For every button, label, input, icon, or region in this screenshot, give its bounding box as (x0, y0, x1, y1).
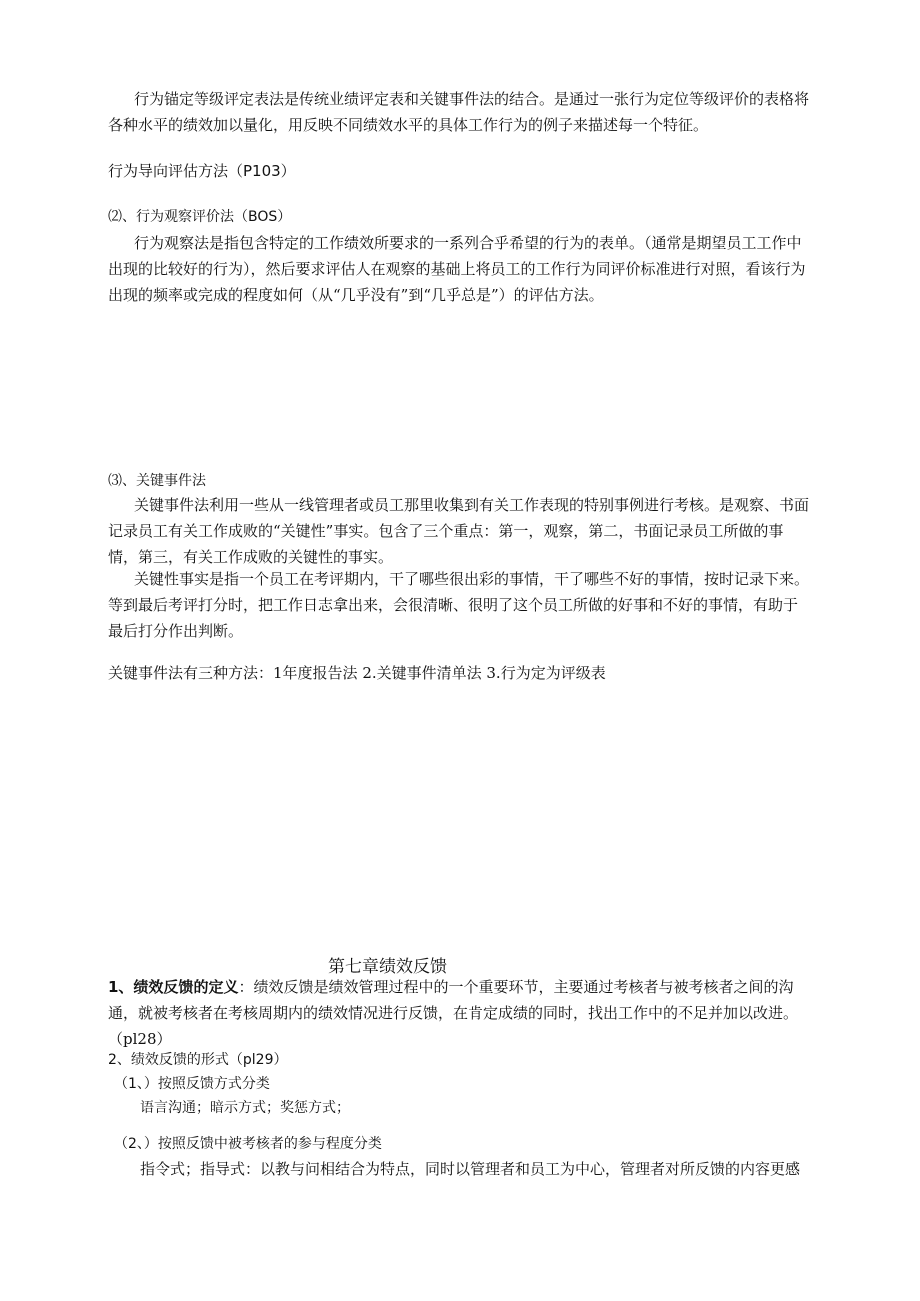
form1-items: 语言沟通；暗示方式；奖惩方式； (140, 1100, 350, 1116)
feedback-definition (108, 974, 812, 1052)
bars-paragraph: 行为锚定等级评定表法是传统业绩评定表和关键事件法的结合。是通过一张行为定位等级评价的表格将各种水平的绩效加以量化，用反映不同绩效水平的具体工作行为的例子来描述每一个特征。 (108, 90, 810, 134)
behavior-oriented-heading: 行为导向评估方法（P103） (108, 162, 296, 180)
bos-paragraph: 行为观察法是指包含特定的工作绩效所要求的一系列合乎希望的行为的表单。（通常是期望员工工作中出现的比较好的行为），然后要求评估人在观察的基础上将员工的工作行为同评价标准进行对照，看该行为出现的频率或完成的程度如何（从“几乎没有”到“几乎总是”）的评估方法。 (108, 234, 806, 304)
critical-incident-heading: ⑶、关键事件法 (108, 473, 206, 489)
critical-incident-paragraph-2: 关键性事实是指一个员工在考评期内，干了哪些很出彩的事情，干了哪些不好的事情，按时记录下来。等到最后考评打分时，把工作日志拿出来，会很清晰、很明了这个员工所做的好事和不好的事情，有助于最后打分作出判断。 (108, 570, 810, 640)
critical-incident-paragraph-1: 关键事件法利用一些从一线管理者或员工那里收集到有关工作表现的特别事例进行考核。是观察、书面记录员工有关工作成败的“关键性”事实。包含了三个重点：第一，观察，第二，书面记录员工所做的事情，第三，有关工作成败的关键性的事实。 (108, 496, 810, 566)
bos-heading: ⑵、行为观察评价法（BOS） (108, 209, 292, 225)
feedback-definition-text: ：绩效反馈是绩效管理过程中的一个重要环节，主要通过考核者与被考核者之间的沟通，就被考核者在考核周期内的绩效情况进行反馈，在肯定成绩的同时，找出工作中的不足并加以改进。（pl28） (108, 978, 799, 1048)
form2-heading: （2、）按照反馈中被考核者的参与程度分类 (114, 1136, 382, 1152)
feedback-forms-heading: 2、绩效反馈的形式（pl29） (108, 1052, 288, 1068)
form1-heading: （1、）按照反馈方式分类 (114, 1076, 270, 1092)
form2-text: 指令式；指导式：以教与问相结合为特点，同时以管理者和员工为中心，管理者对所反馈的内容更感 (140, 1160, 801, 1178)
chapter-title: 第七章绩效反馈 (328, 957, 447, 977)
critical-incident-methods: 关键事件法有三种方法：1年度报告法 2.关键事件清单法 3.行为定为评级表 (108, 664, 606, 682)
feedback-definition-label: 1、绩效反馈的定义 (108, 978, 239, 996)
